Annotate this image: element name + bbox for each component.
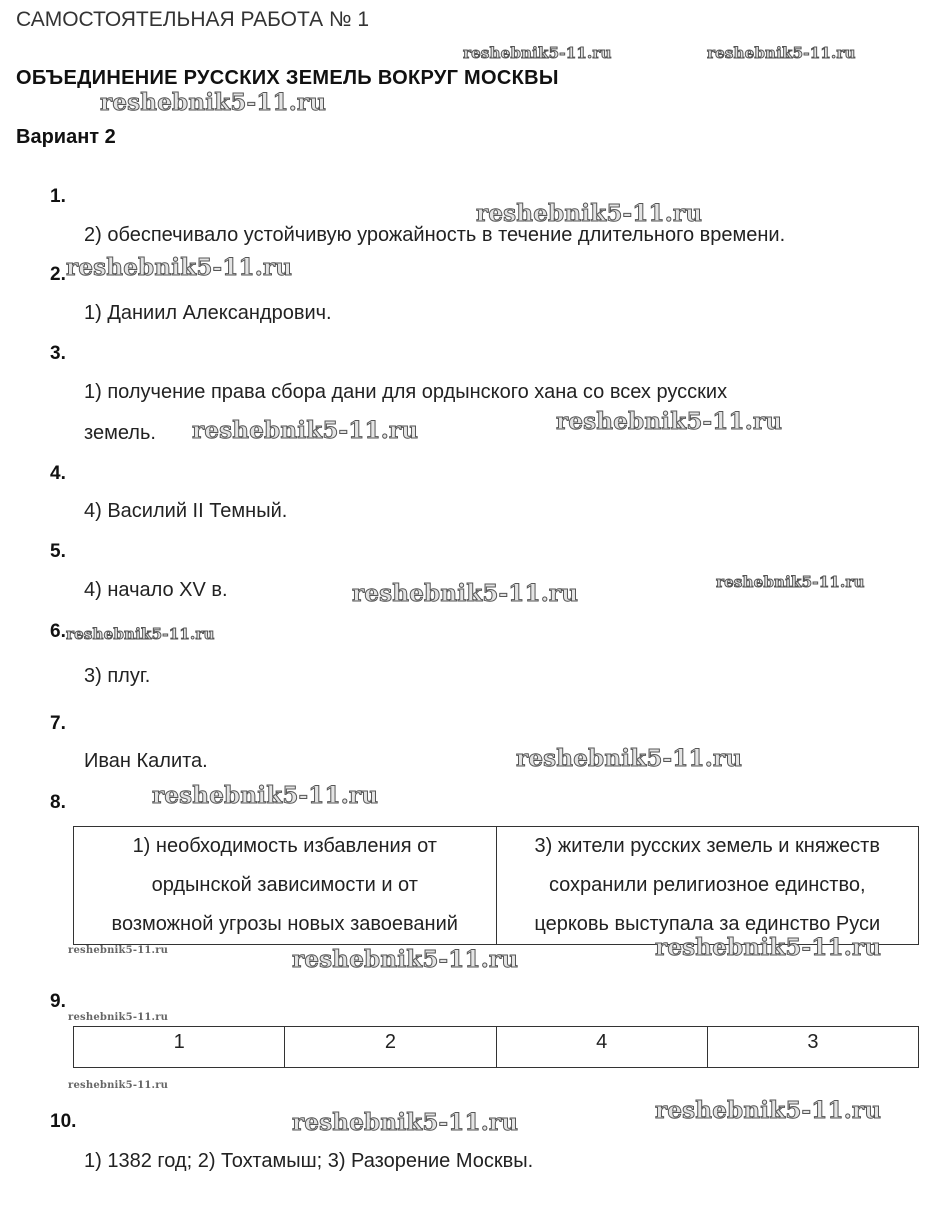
question-number-1: 1. (50, 186, 66, 207)
watermark: reshebnik5-11.ru (707, 44, 856, 62)
answer-4: 4) Василий II Темный. (84, 500, 288, 522)
watermark: reshebnik5-11.ru (556, 408, 783, 435)
question-number-5: 5. (50, 541, 66, 562)
watermark: reshebnik5-11.ru (66, 625, 215, 643)
watermark: reshebnik5-11.ru (655, 934, 882, 961)
answer-9-cell: 2 (285, 1027, 496, 1068)
watermark: reshebnik5-11.ru (192, 417, 419, 444)
watermark: reshebnik5-11.ru (100, 89, 327, 116)
answer-8-cell-2-line: церковь выступала за единство Руси (534, 913, 881, 935)
answer-8-table (73, 826, 919, 945)
watermark: reshebnik5-11.ru (66, 254, 293, 281)
question-number-8: 8. (50, 792, 66, 813)
question-number-6: 6. (50, 621, 66, 642)
question-number-3: 3. (50, 343, 66, 364)
page-title: ОБЪЕДИНЕНИЕ РУССКИХ ЗЕМЕЛЬ ВОКРУГ МОСКВЫ (16, 67, 559, 89)
question-number-10: 10. (50, 1111, 77, 1132)
answer-1: 2) обеспечивало устойчивую урожайность в течение длительного времени. (84, 224, 786, 246)
answer-10: 1) 1382 год; 2) Тохтамыш; 3) Разорение Москвы. (84, 1150, 534, 1172)
work-title: САМОСТОЯТЕЛЬНАЯ РАБОТА № 1 (16, 8, 370, 31)
watermark: reshebnik5-11.ru (292, 1109, 519, 1136)
question-number-7: 7. (50, 713, 66, 734)
watermark: reshebnik5-11.ru (68, 1080, 169, 1091)
answer-3-line-2: земель. (84, 422, 156, 444)
watermark: reshebnik5-11.ru (516, 745, 743, 772)
answer-8-cell-1 (74, 827, 497, 945)
answer-3-line-1: 1) получение права сбора дани для ордынского хана со всех русских (84, 381, 728, 403)
question-number-2: 2. (50, 264, 66, 285)
answer-8-cell-1-line: 1) необходимость избавления от (132, 835, 437, 857)
answer-9-table (73, 1026, 919, 1068)
answer-8-cell-2-line: сохранили религиозное единство, (548, 874, 866, 896)
watermark: reshebnik5-11.ru (152, 782, 379, 809)
answer-9-cell: 1 (74, 1027, 285, 1068)
watermark: reshebnik5-11.ru (352, 580, 579, 607)
watermark: reshebnik5-11.ru (655, 1097, 882, 1124)
answer-9-cell: 4 (496, 1027, 707, 1068)
answer-8-cell-1-line: возможной угрозы новых завоеваний (111, 913, 458, 935)
answer-7: Иван Калита. (84, 750, 208, 772)
answer-8-cell-2 (496, 827, 919, 945)
watermark: reshebnik5-11.ru (476, 200, 703, 227)
watermark: reshebnik5-11.ru (68, 1012, 169, 1023)
answer-8-cell-2-line: 3) жители русских земель и княжеств (534, 835, 880, 857)
variant-label: Вариант 2 (16, 126, 116, 148)
watermark: reshebnik5-11.ru (463, 44, 612, 62)
answer-8-cell-1-line: ордынской зависимости и от (151, 874, 418, 896)
answer-5: 4) начало XV в. (84, 579, 228, 601)
answer-2: 1) Даниил Александрович. (84, 302, 332, 324)
answer-9-cell: 3 (707, 1027, 918, 1068)
question-number-4: 4. (50, 463, 66, 484)
answer-6: 3) плуг. (84, 665, 151, 687)
watermark: reshebnik5-11.ru (292, 946, 519, 973)
question-number-9: 9. (50, 991, 66, 1012)
watermark: reshebnik5-11.ru (68, 945, 169, 956)
watermark: reshebnik5-11.ru (716, 573, 865, 591)
